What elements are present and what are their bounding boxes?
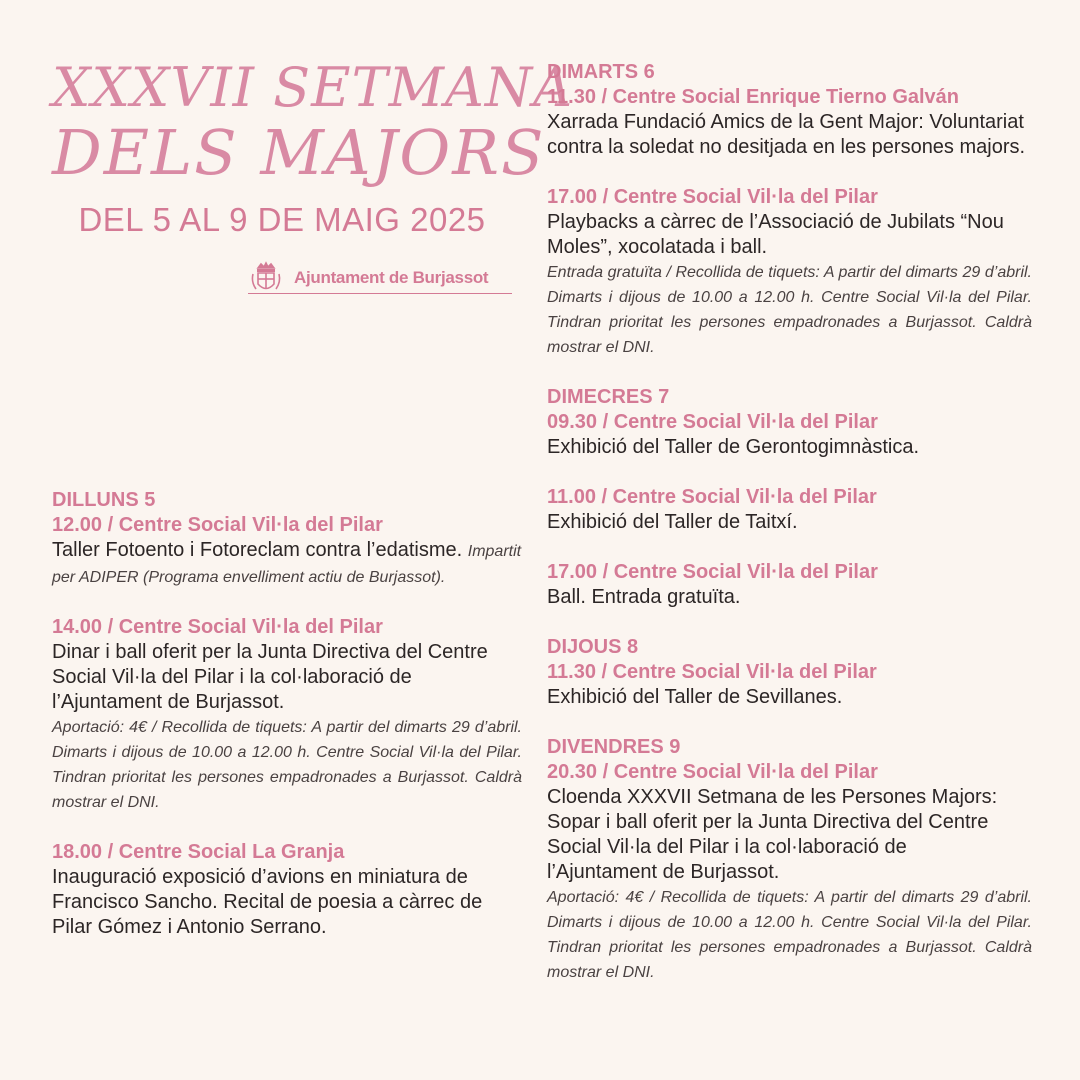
ajuntament-label: Ajuntament de Burjassot	[294, 268, 489, 287]
event-note: Impartit per ADIPER (Programa envelliment actiu de Burjassot).	[52, 543, 522, 586]
day-heading-monday: DILLUNS 5	[52, 489, 156, 511]
municipal-crest-icon	[248, 260, 284, 296]
event-time-venue: 20.30 / Centre Social Vil·la del Pilar	[547, 761, 878, 783]
day-heading-tuesday: DIMARTS 6	[547, 61, 655, 83]
poster-title-line-2: DELS MAJORS	[52, 116, 546, 189]
event-time-venue: 17.00 / Centre Social Vil·la del Pilar	[547, 561, 878, 583]
event-time-venue: 17.00 / Centre Social Vil·la del Pilar	[547, 186, 878, 208]
event-wednesday-1100	[547, 485, 1047, 535]
event-description: Exhibició del Taller de Sevillanes.	[547, 686, 843, 708]
event-friday-2030	[547, 760, 1047, 985]
event-time-venue: 11.30 / Centre Social Enrique Tierno Galván	[547, 86, 960, 108]
event-description: Xarrada Fundació Amics de la Gent Major: Voluntariat contra la soledat no desitjada en les persones majors.	[547, 111, 1026, 158]
event-monday-1800	[52, 840, 522, 940]
event-description: Ball. Entrada gratuïta.	[547, 586, 741, 608]
event-time-venue: 18.00 / Centre Social La Granja	[52, 841, 345, 863]
day-heading-wednesday: DIMECRES 7	[547, 386, 670, 408]
event-monday-1200	[52, 513, 522, 590]
event-description-text: Taller Fotoento i Fotoreclam contra l’edatisme.	[52, 539, 463, 561]
event-time-venue: 12.00 / Centre Social Vil·la del Pilar	[52, 514, 383, 536]
day-heading-thursday: DIJOUS 8	[547, 636, 639, 658]
event-wednesday-0930	[547, 410, 1047, 460]
event-description: Exhibició del Taller de Taitxí.	[547, 511, 798, 533]
event-time-venue: 09.30 / Centre Social Vil·la del Pilar	[547, 411, 878, 433]
event-description	[52, 538, 522, 590]
day-heading-friday: DIVENDRES 9	[547, 736, 681, 758]
event-time-venue: 11.00 / Centre Social Vil·la del Pilar	[547, 486, 877, 508]
event-description: Exhibició del Taller de Gerontogimnàstica.	[547, 436, 920, 458]
schedule-left-column	[52, 488, 522, 965]
event-description: Cloenda XXXVII Setmana de les Persones Majors: Sopar i ball oferit per la Junta Directiva del Centre Social Vil·la del Pilar i la col·laboració de l’Ajuntament de Burjassot.	[547, 786, 998, 883]
schedule-right-column	[547, 60, 1047, 985]
event-description: Dinar i ball oferit per la Junta Directiva del Centre Social Vil·la del Pilar i la col·laboració de l’Ajuntament de Burjassot.	[52, 641, 488, 713]
event-description: Playbacks a càrrec de l’Associació de Jubilats “Nou Moles”, xocolatada i ball.	[547, 211, 1004, 258]
poster-title-block	[52, 56, 574, 240]
event-note: Aportació: 4€ / Recollida de tiquets: A partir del dimarts 29 d’abril. Dimarts i dijous de 10.00 a 12.00 h. Centre Social Vil·la del Pilar. Tindran prioritat les persones empadronades a Burjassot. Caldrà mostrar el DNI.	[52, 719, 522, 811]
event-time-venue: 14.00 / Centre Social Vil·la del Pilar	[52, 616, 383, 638]
event-dates: DEL 5 AL 9 DE MAIG 2025	[78, 201, 486, 238]
event-tuesday-1700	[547, 185, 1047, 360]
event-time-venue: 11.30 / Centre Social Vil·la del Pilar	[547, 661, 877, 683]
event-note: Aportació: 4€ / Recollida de tiquets: A partir del dimarts 29 d’abril. Dimarts i dijous de 10.00 a 12.00 h. Centre Social Vil·la del Pilar. Tindran prioritat les persones empadronades a Burjassot. Caldrà mostrar el DNI.	[547, 889, 1032, 981]
poster-title-line-1: XXXVII SETMANA	[52, 56, 574, 119]
event-thursday-1130	[547, 660, 1047, 710]
ajuntament-logo	[248, 260, 512, 296]
logo-underline	[248, 293, 512, 294]
event-note: Entrada gratuïta / Recollida de tiquets: A partir del dimarts 29 d’abril. Dimarts i dijous de 10.00 a 12.00 h. Centre Social Vil·la del Pilar. Tindran prioritat les persones empadronades a Burjassot. Caldrà mostrar el DNI.	[547, 264, 1032, 356]
event-wednesday-1700	[547, 560, 1047, 610]
event-tuesday-1130	[547, 85, 1047, 160]
event-description: Inauguració exposició d’avions en miniatura de Francisco Sancho. Recital de poesia a càrrec de Pilar Gómez i Antonio Serrano.	[52, 866, 483, 938]
event-monday-1400	[52, 615, 522, 815]
